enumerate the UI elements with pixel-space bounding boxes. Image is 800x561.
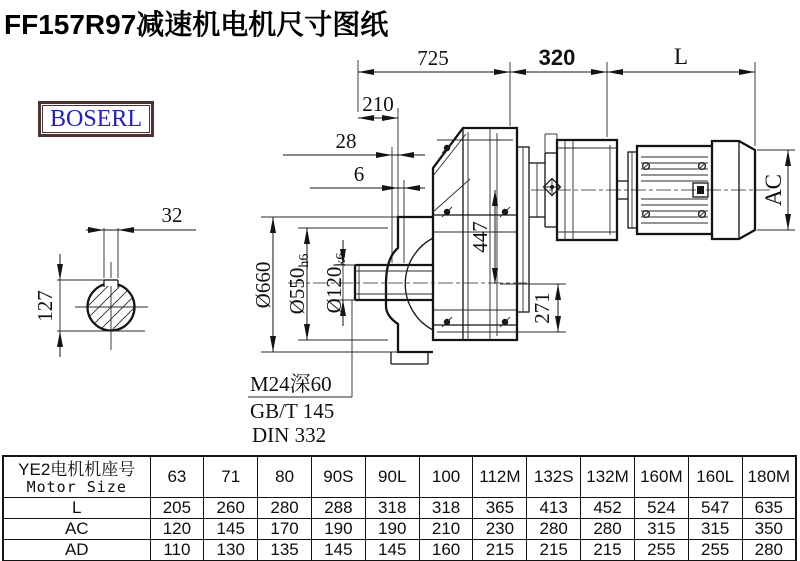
dim-32: 32 [161,203,183,227]
dim-210: 210 [362,92,394,116]
dim-725: 725 [417,46,449,70]
left-dimension-chain [283,92,425,263]
adapter-bolt-symbol [543,178,561,196]
column-header: 160M [634,456,688,497]
cell: 315 [634,518,688,539]
column-header: 132M [581,456,635,497]
column-header: 63 [150,456,204,497]
note-thread: M24深60 [250,372,332,396]
note-din: DIN 332 [252,423,327,447]
page-title: FF157R97减速机电机尺寸图纸 [4,9,389,40]
row-label: AC [3,518,150,539]
dim-447: 447 [468,221,492,253]
header-motor-size [3,456,150,497]
cell: 215 [473,539,527,561]
cell: 315 [688,518,742,539]
dim-6: 6 [353,162,365,186]
cell: 160 [419,539,473,561]
table-row [3,518,796,539]
cell: 190 [311,518,365,539]
logo-text: BOSERL [42,105,150,133]
cell: 547 [688,497,742,518]
cell: 260 [204,497,258,518]
dim-271: 271 [530,292,554,324]
shaft-keyway-detail [33,203,196,357]
dim-320: 320 [538,45,576,70]
row-label: AD [3,539,150,561]
cell: 255 [688,539,742,561]
motor [531,141,770,239]
input-adapter [517,134,628,312]
cell: 635 [742,497,796,518]
column-header: 132S [527,456,581,497]
table-row [3,539,796,561]
motor-size-table [2,455,797,561]
column-header: 90S [311,456,365,497]
ac-dimension [757,150,795,230]
dim-550h6: Ø550h6 [285,253,312,315]
column-header: 180M [742,456,796,497]
dim-127: 127 [33,290,57,322]
cell: 190 [365,518,419,539]
note-gb: GB/T 145 [250,399,335,423]
left-diameter-dimensions [251,217,398,352]
cell: 280 [742,539,796,561]
cell: 280 [581,518,635,539]
header-label-en: Motor Size [26,477,127,496]
cell: 205 [150,497,204,518]
cell: 130 [204,539,258,561]
column-header: 160L [688,456,742,497]
cell: 110 [150,539,204,561]
cell: 145 [311,539,365,561]
cell: 452 [581,497,635,518]
cell: 280 [258,497,312,518]
cell: 318 [419,497,473,518]
cell: 365 [473,497,527,518]
cell: 350 [742,518,796,539]
table-row [3,497,796,518]
cell: 230 [473,518,527,539]
header-label-cn: YE2电机机座号 [18,459,136,479]
dim-120k6: Ø120k6 [322,252,349,314]
cell: 215 [581,539,635,561]
table-header-row [3,456,796,497]
cell: 288 [311,497,365,518]
cell: 255 [634,539,688,561]
top-dimension-chain [358,44,755,146]
thread-notes [248,300,352,447]
cell: 170 [258,518,312,539]
cell: 145 [204,518,258,539]
output-flange [386,217,433,364]
cell: 215 [527,539,581,561]
dim-660: Ø660 [251,261,275,309]
column-header: 71 [204,456,258,497]
dim-AC: AC [761,174,786,206]
cell: 413 [527,497,581,518]
column-header: 112M [473,456,527,497]
cell: 318 [365,497,419,518]
column-header: 80 [258,456,312,497]
dim-L: L [673,44,689,69]
column-header: 100 [419,456,473,497]
cell: 145 [365,539,419,561]
dim-28: 28 [335,129,357,153]
cell: 524 [634,497,688,518]
cell: 135 [258,539,312,561]
cell: 120 [150,518,204,539]
cell: 210 [419,518,473,539]
cell: 280 [527,518,581,539]
row-label: L [3,497,150,518]
column-header: 90L [365,456,419,497]
